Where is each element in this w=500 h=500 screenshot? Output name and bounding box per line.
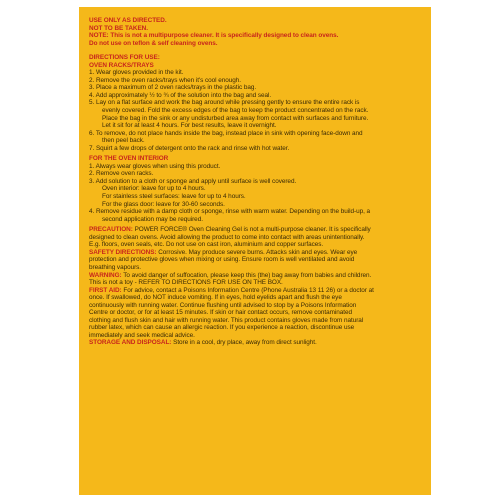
first-aid-label: FIRST AID:	[89, 286, 122, 294]
interior-step: 4. Remove residue with a damp cloth or sponge, rinse with warm water. Depending on the build-up, a	[89, 208, 371, 216]
first-aid-text: Centre or doctor, or for at least 15 minutes. If skin or hair contact occurs, remove contaminated	[89, 309, 352, 317]
warnings-block	[89, 17, 421, 47]
storage-text: Store in a cool, dry place, away from direct sunlight.	[171, 339, 317, 347]
first-aid-block	[89, 287, 421, 340]
warning-text: To avoid danger of suffocation, please keep this (the) bag away from babies and children.	[121, 271, 372, 279]
interior-step-cont: second application may be required.	[102, 215, 203, 223]
safety-label: SAFETY DIRECTIONS:	[89, 248, 157, 256]
racks-step: 4. Add approximately ½ to ¾ of the solution into the bag and seal.	[89, 91, 272, 99]
interior-step-cont: For the glass door: leave for 30-60 seconds.	[102, 200, 225, 208]
warning-text: This is not a toy - REFER TO DIRECTIONS FOR USE ON THE BOX.	[89, 279, 283, 287]
precaution-block	[89, 226, 421, 249]
racks-step: 1. Wear gloves provided in the kit.	[89, 69, 184, 77]
interior-step: 2. Remove oven racks.	[89, 170, 154, 178]
warning-note: NOTE: This is not a multipurpose cleaner. It is specifically designed to clean ovens.	[89, 32, 339, 40]
interior-step-cont: For stainless steel surfaces: leave for up to 4 hours.	[102, 193, 246, 201]
racks-heading: OVEN RACKS/TRAYS	[89, 61, 154, 69]
warning-teflon: Do not use on teflon & self cleaning ovens.	[89, 39, 218, 47]
racks-step-cont: Place the bag in the sink or any undisturbed area away from contact with surfaces and furniture.	[102, 114, 369, 122]
precaution-text: POWER FORCE® Oven Cleaning Gel is not a multi-purpose cleaner. It is specifically	[132, 226, 371, 234]
racks-step-cont: then peel back.	[102, 137, 145, 145]
first-aid-text: continuously with running water. Continue flushing until advised to stop by a Poisons Information	[89, 301, 357, 309]
safety-block	[89, 249, 421, 272]
first-aid-text: immediately and seek medical advice.	[89, 331, 195, 339]
interior-heading: FOR THE OVEN INTERIOR	[89, 155, 169, 163]
racks-step-cont: Let it sit for at least 4 hours. For best results, leave it overnight.	[102, 122, 277, 130]
racks-step: 5. Lay on a flat surface and work the bag around while pressing gently to ensure the entire rack is	[89, 99, 360, 107]
racks-step-cont: evenly covered. Fold the excess edges of the bag to keep the product concentrated on the rack.	[102, 107, 369, 115]
warning-use-only: USE ONLY AS DIRECTED.	[89, 17, 167, 24]
first-aid-text: once. If swallowed, do NOT induce vomiting. If in eyes, hold eyelids apart and flush the eye	[89, 294, 342, 302]
warning-not-taken: NOT TO BE TAKEN.	[89, 24, 148, 32]
racks-step: 6. To remove, do not place hands inside the bag, instead place in sink with opening face-down and	[89, 129, 363, 137]
storage-block	[89, 339, 421, 347]
precaution-label: PRECAUTION:	[89, 226, 133, 234]
racks-step: 7. Squirt a few drops of detergent onto the rack and rinse with hot water.	[89, 144, 290, 152]
warning-label: WARNING:	[89, 271, 122, 279]
racks-step: 2. Remove the oven racks/trays when it's cool enough.	[89, 76, 242, 84]
safety-text: protection and protective gloves when mixing or using. Ensure room is well ventilated and avoid	[89, 256, 355, 264]
first-aid-text: For advice, contact a Poisons Information Centre (Phone Australia 13 11 26) or a doctor at	[121, 286, 374, 294]
interior-step: 3. Add solution to a cloth or sponge and apply until surface is well covered.	[89, 177, 297, 185]
first-aid-text: rubber latex, which can cause an allergic reaction. If you experience a reaction, discontinue use	[89, 324, 355, 332]
first-aid-text: clothing and flush skin and hair with running water. This product contains gloves made from natural	[89, 316, 364, 324]
racks-step: 3. Place a maximum of 2 oven racks/trays in the plastic bag.	[89, 84, 257, 92]
safety-text: breathing vapours.	[89, 263, 142, 271]
interior-step: 1. Always wear gloves when using this product.	[89, 162, 221, 170]
safety-text: Corrosive. May produce severe burns. Attacks skin and eyes. Wear eye	[156, 248, 358, 256]
label-panel	[79, 7, 431, 495]
directions-heading: DIRECTIONS FOR USE:	[89, 54, 160, 62]
warning-block	[89, 272, 421, 287]
storage-label: STORAGE AND DISPOSAL:	[89, 339, 172, 347]
directions-block	[89, 54, 421, 223]
interior-step-cont: Oven interior: leave for up to 4 hours.	[102, 185, 206, 193]
precaution-text: designed to clean ovens. Avoid allowing the product to come into contact with areas unintentionally.	[89, 233, 365, 241]
precaution-text: E.g. floors, oven seals, etc. Do not use on cast iron, aluminium and copper surfaces.	[89, 241, 324, 249]
